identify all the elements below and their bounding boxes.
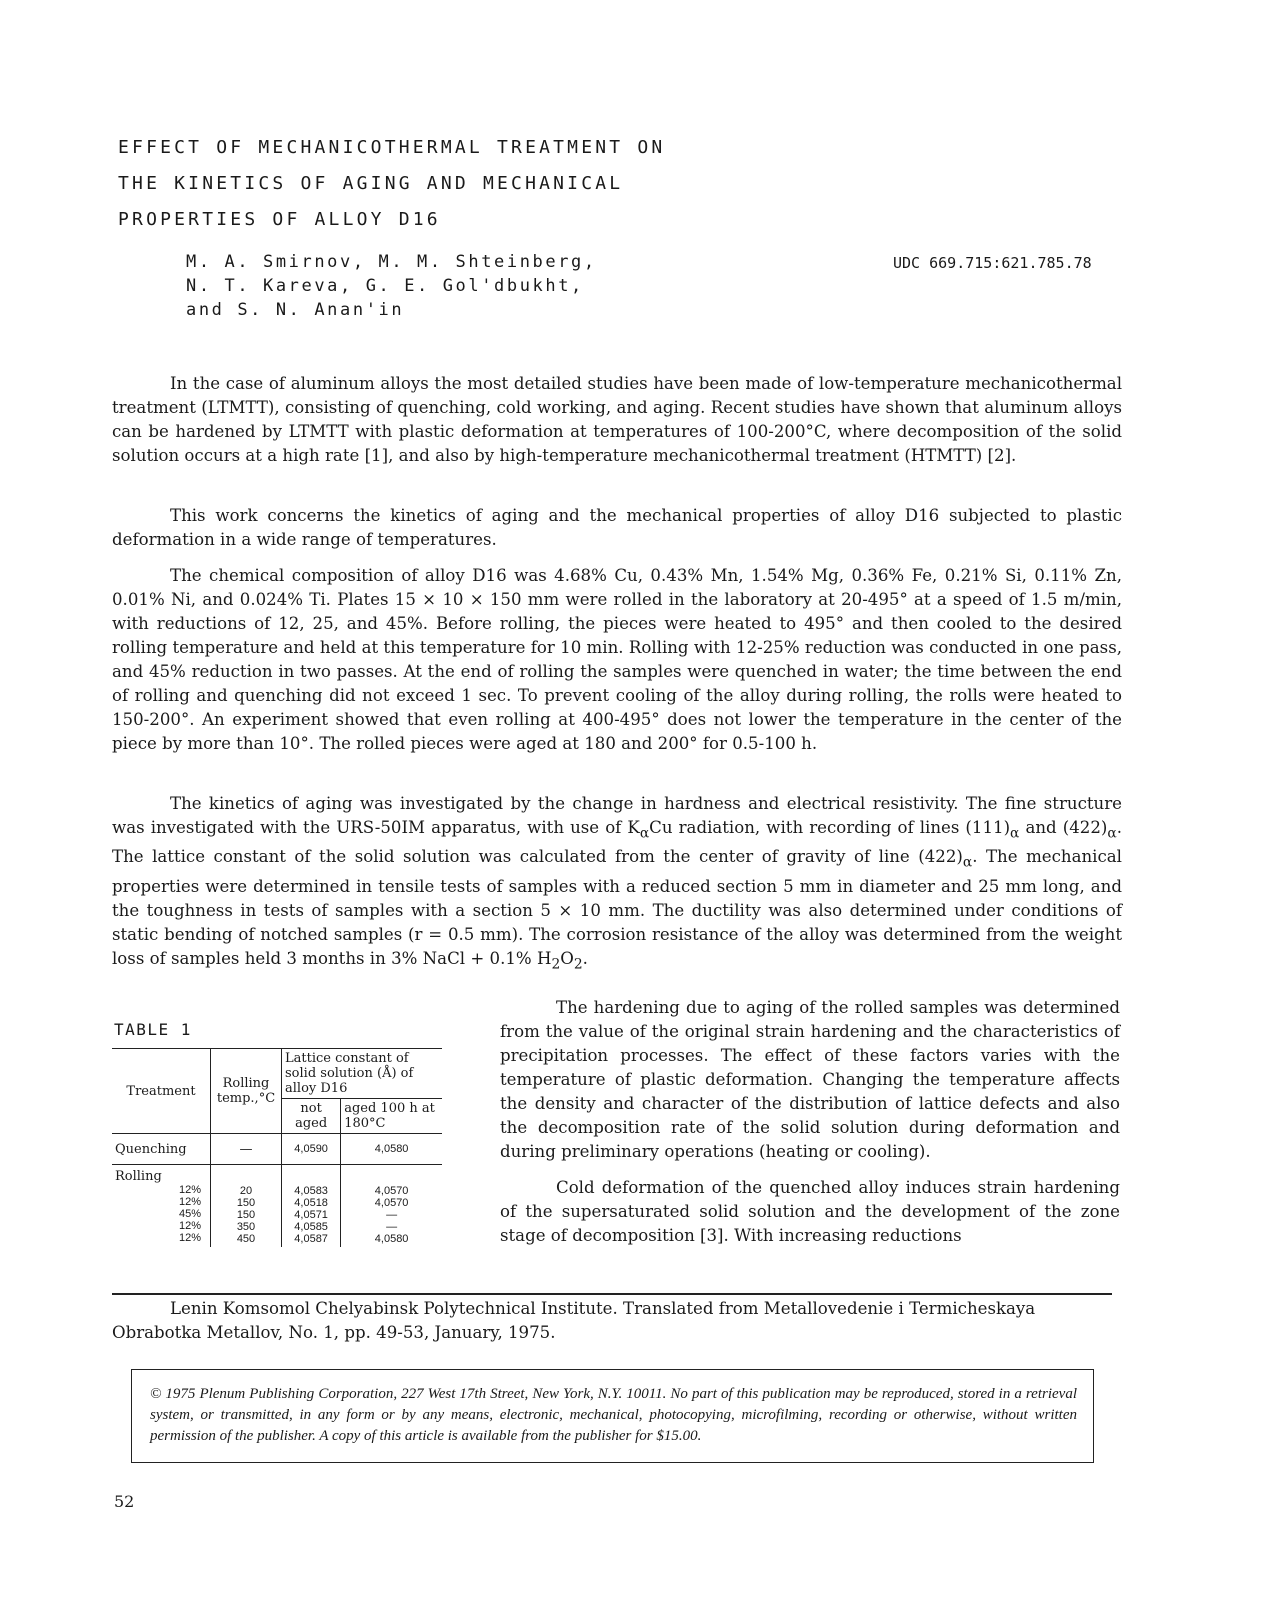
temp-value: 150 [236, 1197, 256, 1209]
temp-value: 350 [236, 1221, 256, 1233]
header-not-aged: not aged [282, 1099, 341, 1134]
paragraph-hardening [500, 996, 1120, 1164]
methods-text-f: O [560, 948, 574, 968]
aged-value: 4,0570 [374, 1197, 409, 1209]
page-number: 52 [114, 1492, 135, 1511]
paragraph-composition [112, 564, 1122, 756]
not-aged-value: 4,0583 [294, 1185, 328, 1197]
table-row-quenching [112, 1134, 442, 1165]
copyright-box [131, 1369, 1094, 1463]
footnote-divider [112, 1293, 1112, 1295]
methods-text-e: . The mechanical properties were determined in tensile tests of samples with a reduced section 5 mm in diameter and 25 mm long, and the toughness in tests of samples with a section 5 × 10 mm. The ductility was also determined under conditions of static bending of notched samples (r = 0.5 mm). The corrosion resistance of the alloy was determined from the weight loss of samples held 3 months in 3% NaCl + 0.1% H [112, 847, 1122, 968]
aged-value: — [386, 1221, 398, 1233]
reduction-value: 12% [178, 1232, 201, 1244]
header-treatment: Treatment [112, 1049, 211, 1134]
article-title [118, 130, 878, 238]
cell-rolling-group [112, 1165, 211, 1248]
methods-text-a: The kinetics of aging was investigated by the change in hardness and electrical resistivity. The fine structure was investigated with the URS-50IM apparatus, with use of K [112, 794, 1122, 837]
subscript-two: 2 [573, 955, 583, 972]
cell-rolling-aged [341, 1165, 442, 1248]
header-lattice-constant: Lattice constant of solid solution (Å) of alloy D16 [282, 1049, 443, 1099]
subscript-alpha: α [1010, 825, 1020, 842]
paragraph-composition-text: The chemical composition of alloy D16 was 4.68% Cu, 0.43% Mn, 1.54% Mg, 0.36% Fe, 0.21% Si, 0.11% Zn, 0.01% Ni, and 0.024% Ti. Plates 15 × 10 × 150 mm were rolled in the laboratory at 20-495° at a speed of 1.5 m/min, with reductions of 12, 25, and 45%. Before rolling, the pieces were heated to 495° and then cooled to the desired rolling temperature and held at this temperature for 10 min. Rolling with 12-25% reduction was conducted in one pass, and 45% reduction in two passes. At the end of rolling the samples were quenched in water; the time between the end of rolling and quenching did not exceed 1 sec. To prevent cooling of the alloy during rolling, the rolls were heated to 150-200°. An experiment showed that even rolling at 400-495° does not lower the temperature in the center of the piece by more than 10°. The rolled pieces were aged at 180 and 200° for 0.5-100 h. [112, 566, 1122, 753]
reduction-value: 45% [178, 1208, 201, 1220]
paragraph-scope [112, 504, 1122, 552]
subscript-alpha: α [639, 825, 650, 842]
affiliation-text: Lenin Komsomol Chelyabinsk Polytechnical Institute. Translated from Metallovedenie i Termicheskaya Obrabotka Metallov, No. 1, pp. 49-53, January, 1975. [112, 1299, 1036, 1342]
methods-text-d: . The lattice constant of the solid solution was calculated from the center of gravity of line (422) [112, 818, 1122, 867]
reduction-value: 12% [178, 1220, 201, 1232]
table-row-rolling [112, 1165, 442, 1248]
header-aged: aged 100 h at 180°C [341, 1099, 442, 1134]
reduction-value: 12% [178, 1184, 201, 1196]
title-line-3: PROPERTIES OF ALLOY D16 [118, 209, 441, 230]
rolling-label: Rolling [115, 1169, 162, 1184]
cell-quenching-temp: — [211, 1134, 282, 1165]
methods-text-c: and (422) [1019, 818, 1108, 837]
authors-line-3: and S. N. Anan'in [186, 300, 405, 320]
authors-line-1: M. A. Smirnov, M. M. Shteinberg, [186, 252, 597, 272]
rolling-reductions [115, 1184, 207, 1244]
subscript-alpha: α [1107, 825, 1117, 842]
cell-quenching-not-aged: 4,0590 [282, 1134, 341, 1165]
not-aged-value: 4,0571 [294, 1209, 328, 1221]
paragraph-methods [112, 792, 1122, 976]
udc-code: UDC 669.715:621.785.78 [893, 254, 1092, 272]
header-rolling-temp: Rolling temp.,°C [211, 1049, 282, 1134]
not-aged-value: 4,0585 [294, 1221, 328, 1233]
authors-line-2: N. T. Kareva, G. E. Gol'dbukht, [186, 276, 584, 296]
temp-value: 150 [236, 1209, 256, 1221]
aged-value: 4,0580 [374, 1233, 409, 1245]
aged-value: 4,0570 [374, 1185, 409, 1197]
cell-rolling-temps [211, 1165, 282, 1248]
paragraph-scope-text: This work concerns the kinetics of aging and the mechanical properties of alloy D16 subjected to plastic deformation in a wide range of temperatures. [112, 506, 1122, 549]
paragraph-hardening-text: The hardening due to aging of the rolled samples was determined from the value of the original strain hardening and the characteristics of precipitation processes. The effect of these factors varies with the temperature of plastic deformation. Changing the temperature affects the density and character of the distribution of lattice defects and also the decomposition rate of the solid solution during deformation and during preliminary operations (heating or cooling). [500, 998, 1120, 1161]
paragraph-intro [112, 372, 1122, 468]
subscript-two: 2 [551, 955, 561, 972]
cell-quenching-aged: 4,0580 [341, 1134, 442, 1165]
right-column-text [500, 996, 1120, 1260]
copyright-text: © 1975 Plenum Publishing Corporation, 227 West 17th Street, New York, N.Y. 10011. No part of this publication may be reproduced, stored in a retrieval system, or transmitted, in any form or by any means, electronic, mechanical, photocopying, microfilming, recording or otherwise, without written permission of the publisher. A copy of this article is available from the publisher for $15.00. [150, 1386, 1077, 1444]
methods-text-b: Cu radiation, with recording of lines (111) [649, 818, 1011, 837]
title-line-1: EFFECT OF MECHANICOTHERMAL TREATMENT ON [118, 137, 666, 158]
methods-text-g: . [582, 948, 588, 968]
lattice-constant-table [112, 1048, 442, 1247]
paragraph-cold-deformation [500, 1176, 1120, 1248]
affiliation-footnote [112, 1297, 1122, 1345]
cell-quenching-label: Quenching [112, 1134, 211, 1165]
cell-rolling-not-aged [282, 1165, 341, 1248]
subscript-alpha: α [962, 854, 973, 871]
reduction-value: 12% [178, 1196, 201, 1208]
paragraph-intro-text: In the case of aluminum alloys the most detailed studies have been made of low-temperature mechanicothermal treatment (LTMTT), consisting of quenching, cold working, and aging. Recent studies have shown that aluminum alloys can be hardened by LTMTT with plastic deformation at temperatures of 100-200°C, where decomposition of the solid solution occurs at a high rate [1], and also by high-temperature mechanicothermal treatment (HTMTT) [2]. [112, 374, 1122, 465]
title-line-2: THE KINETICS OF AGING AND MECHANICAL [118, 173, 624, 194]
temp-value: 450 [236, 1233, 256, 1245]
temp-value: 20 [239, 1185, 253, 1197]
author-list [186, 250, 597, 322]
aged-value: — [386, 1209, 398, 1221]
table-header-row [112, 1049, 442, 1099]
not-aged-value: 4,0587 [294, 1233, 328, 1245]
paragraph-cold-deformation-text: Cold deformation of the quenched alloy induces strain hardening of the supersaturated solid solution and the development of the zone stage of decomposition [3]. With increasing reductions [500, 1178, 1120, 1245]
not-aged-value: 4,0518 [294, 1197, 328, 1209]
table-caption: TABLE 1 [114, 1020, 192, 1039]
